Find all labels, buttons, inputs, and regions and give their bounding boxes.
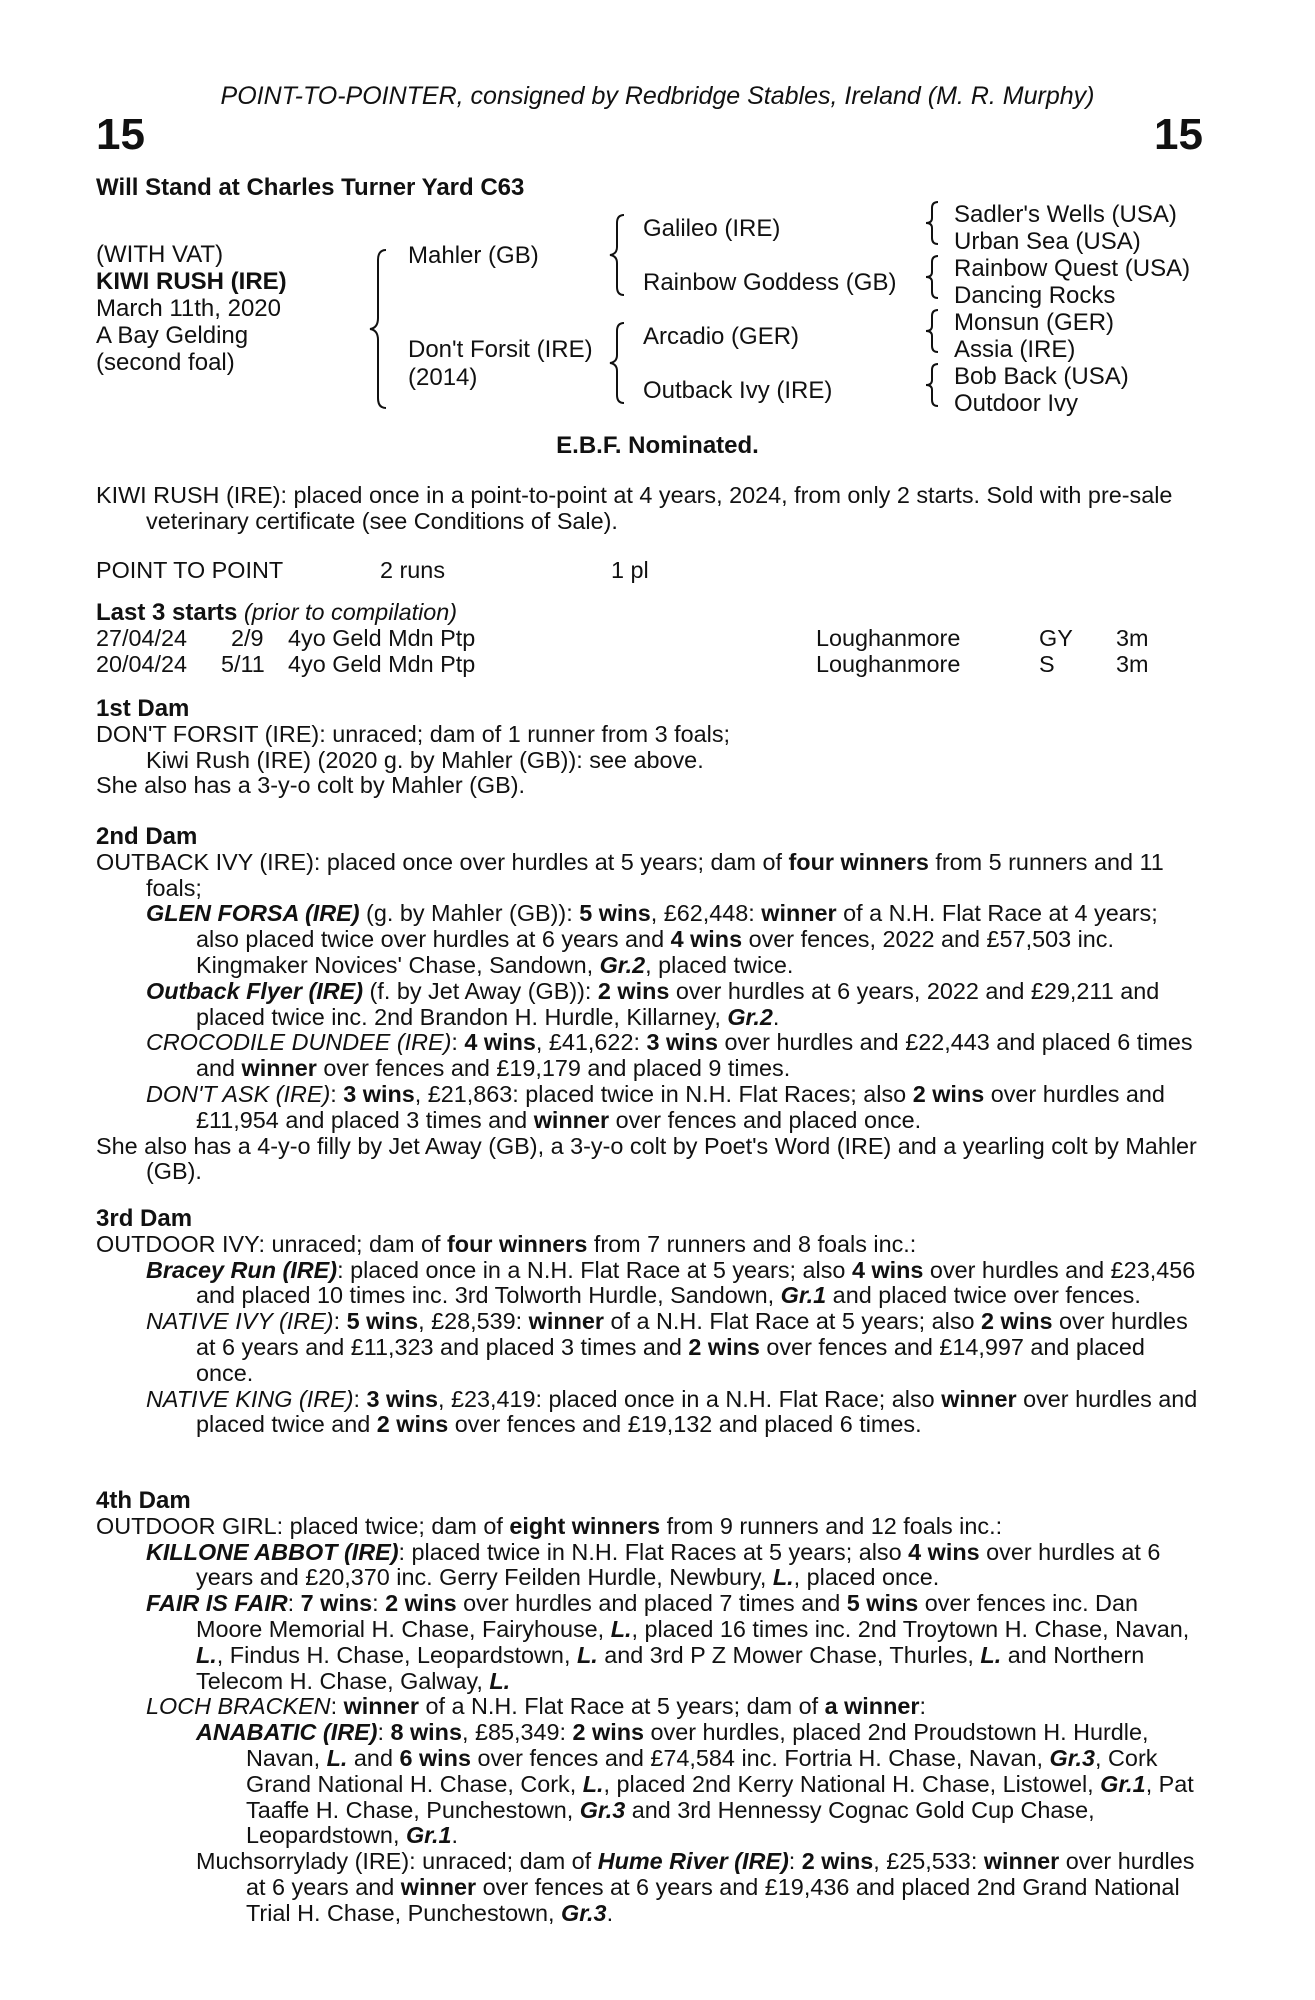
horse-dob: March 11th, 2020 — [96, 295, 282, 322]
pedigree-dam-year: (2014) — [408, 364, 478, 391]
pedigree-sds: Rainbow Quest (USA) — [954, 255, 1191, 282]
fourth-dam-title: 4th Dam — [96, 1487, 191, 1514]
produce-name: ANABATIC (IRE) — [196, 1719, 378, 1746]
pedigree-ssd: Urban Sea (USA) — [954, 228, 1141, 255]
list-item: NATIVE KING (IRE): 3 wins, £23,419: placed once in a N.H. Flat Race; also winner over hurdles and placed twice and 2 wins over fences and £19,132 and placed 6 times. — [146, 1385, 1198, 1438]
first-dam-title: 1st Dam — [96, 695, 190, 722]
fourth-dam-intro: OUTDOOR GIRL: placed twice; dam of eight winners from 9 runners and 12 foals inc.: — [96, 1512, 1003, 1539]
first-dam-section — [96, 696, 1202, 799]
first-dam-also: She also has a 3-y-o colt by Mahler (GB). — [96, 772, 526, 799]
start-date: 27/04/24 — [96, 625, 188, 651]
first-dam-intro: DON'T FORSIT (IRE): unraced; dam of 1 runner from 3 foals; — [96, 720, 731, 747]
third-dam-title: 3rd Dam — [96, 1205, 193, 1232]
pedigree-dss: Monsun (GER) — [954, 309, 1115, 336]
start-position: 5/11 — [221, 651, 265, 677]
third-dam-section — [96, 1206, 1202, 1438]
stand-location: Will Stand at Charles Turner Yard C63 — [96, 174, 525, 201]
start-date: 20/04/24 — [96, 651, 188, 677]
table-row — [96, 626, 1202, 652]
lot-number-left: 15 — [96, 110, 145, 159]
list-item: FAIR IS FAIR: 7 wins: 2 wins over hurdles and placed 7 times and 5 wins over fences inc. Dan Moore Memorial H. Chase, Fairyhouse, L., placed 16 times inc. 2nd Troytown H. Chase, Navan, L., Findus H. Chase, Leopardstown, L. and 3rd P Z Mower Chase, Thurles, L. and Northern Telecom H. Chase, Galway, L. — [146, 1590, 1190, 1694]
record-runs: 2 runs — [380, 557, 446, 583]
pedigree-brace-sd — [924, 254, 942, 300]
start-distance: 3m — [1116, 651, 1149, 677]
list-item: LOCH BRACKEN: winner of a N.H. Flat Race at 5 years; dam of a winner: — [146, 1693, 926, 1720]
pedigree-sire-dam: Rainbow Goddess (GB) — [643, 269, 897, 296]
start-going: S — [1039, 651, 1055, 677]
produce-name: Hume River (IRE) — [597, 1848, 789, 1875]
summary-section — [96, 483, 1202, 535]
pedigree-brace-ss — [924, 200, 942, 246]
pedigree-dds: Bob Back (USA) — [954, 363, 1129, 390]
start-position: 2/9 — [231, 625, 264, 651]
horse-name: KIWI RUSH (IRE) — [96, 268, 287, 295]
horse-details — [96, 241, 287, 376]
start-distance: 3m — [1116, 625, 1149, 651]
produce-name: DON'T ASK (IRE) — [146, 1080, 331, 1107]
record-placed: 1 pl — [611, 557, 649, 583]
list-item: NATIVE IVY (IRE): 5 wins, £28,539: winner of a N.H. Flat Race at 5 years; also 2 wins over hurdles at 6 years and £11,323 and placed 3 times and 2 wins over fences and £14,997 and placed once. — [146, 1308, 1188, 1386]
list-item: Outback Flyer (IRE) (f. by Jet Away (GB)): 2 wins over hurdles at 6 years, 2022 and £29,211 and placed twice inc. 2nd Brandon H. Hurdle, Killarney, Gr.2. — [146, 977, 1160, 1030]
pedigree-sss: Sadler's Wells (USA) — [954, 201, 1177, 228]
second-dam-intro: OUTBACK IVY (IRE): placed once over hurdles at 5 years; dam of four winners from 5 runners and 11 foals; — [96, 848, 1164, 901]
summary-text: KIWI RUSH (IRE): placed once in a point-to-point at 4 years, 2024, from only 2 starts. Sold with pre-sale veterinary certificate (see Conditions of Sale). — [96, 482, 1173, 534]
first-dam-produce: Kiwi Rush (IRE) (2020 g. by Mahler (GB)): see above. — [146, 746, 704, 773]
pedigree-sire: Mahler (GB) — [408, 242, 539, 269]
second-dam-also: She also has a 4-y-o filly by Jet Away (GB), a 3-y-o colt by Poet's Word (IRE) and a yearling colt by Mahler (GB). — [96, 1132, 1197, 1185]
produce-name: FAIR IS FAIR — [146, 1590, 288, 1617]
table-row — [96, 652, 1202, 678]
ebf-nominated: E.B.F. Nominated. — [556, 432, 759, 459]
pedigree-brace-main — [368, 248, 392, 410]
pedigree-dam: Don't Forsit (IRE) — [408, 336, 593, 363]
pedigree-brace-dd — [924, 362, 942, 408]
pedigree-dam-dam: Outback Ivy (IRE) — [643, 377, 833, 404]
lot-heading: POINT-TO-POINTER, consigned by Redbridge Stables, Ireland (M. R. Murphy) — [220, 82, 1095, 110]
record-label: POINT TO POINT — [96, 557, 284, 583]
second-dam-title: 2nd Dam — [96, 823, 198, 850]
produce-name: NATIVE IVY (IRE) — [146, 1308, 334, 1335]
start-race: 4yo Geld Mdn Ptp — [288, 625, 476, 651]
pedigree-brace-ds — [924, 308, 942, 354]
list-item: CROCODILE DUNDEE (IRE): 4 wins, £41,622: 3 wins over hurdles and £22,443 and placed 6 times and winner over fences and £19,179 and placed 9 times. — [146, 1029, 1193, 1082]
start-course: Loughanmore — [816, 651, 961, 677]
fourth-dam-section — [96, 1488, 1202, 1927]
pedigree-sdd: Dancing Rocks — [954, 282, 1116, 309]
list-item: KILLONE ABBOT (IRE): placed twice in N.H. Flat Races at 5 years; also 4 wins over hurdles at 6 years and £20,370 inc. Gerry Feilden Hurdle, Newbury, L., placed once. — [146, 1538, 1161, 1591]
list-item: ANABATIC (IRE): 8 wins, £85,349: 2 wins over hurdles, placed 2nd Proudstown H. Hurdle, Navan, L. and 6 wins over fences and £74,584 inc. Fortria H. Chase, Navan, Gr.3, Cork Grand National H. Chase, Cork, L., placed 2nd Kerry National H. Chase, Listowel, Gr.1, Pat Taaffe H. Chase, Punchestown, Gr.3 and 3rd Hennessy Cognac Gold Cup Chase, Leopardstown, Gr.1. — [196, 1719, 1194, 1849]
foal-note: (second foal) — [96, 349, 235, 376]
pedigree-sire-sire: Galileo (IRE) — [643, 215, 781, 242]
produce-name: NATIVE KING (IRE) — [146, 1385, 354, 1412]
start-course: Loughanmore — [816, 625, 961, 651]
vat-note: (WITH VAT) — [96, 241, 224, 268]
last-starts-note: (prior to compilation) — [243, 599, 458, 625]
lot-number-right: 15 — [1154, 110, 1203, 159]
list-item: DON'T ASK (IRE): 3 wins, £21,863: placed twice in N.H. Flat Races; also 2 wins over hurdles and £11,954 and placed 3 times and winner over fences and placed once. — [146, 1080, 1165, 1133]
third-dam-intro: OUTDOOR IVY: unraced; dam of four winners from 7 runners and 8 foals inc.: — [96, 1230, 917, 1257]
horse-description: A Bay Gelding — [96, 322, 249, 349]
list-item: GLEN FORSA (IRE) (g. by Mahler (GB)): 5 wins, £62,448: winner of a N.H. Flat Race at 4 years; also placed twice over hurdles at 6 years and 4 wins over fences, 2022 and £57,503 inc. Kingmaker Novices' Chase, Sandown, Gr.2, placed twice. — [146, 900, 1158, 978]
start-going: GY — [1039, 625, 1073, 651]
second-dam-section — [96, 824, 1202, 1185]
start-race: 4yo Geld Mdn Ptp — [288, 651, 476, 677]
list-item: Bracey Run (IRE): placed once in a N.H. Flat Race at 5 years; also 4 wins over hurdles and £23,456 and placed 10 times inc. 3rd Tolworth Hurdle, Sandown, Gr.1 and placed twice over fences. — [146, 1256, 1196, 1309]
pedigree-brace-sire — [608, 213, 628, 297]
produce-name: Outback Flyer (IRE) — [146, 977, 364, 1004]
list-item: Muchsorrylady (IRE): unraced; dam of Hume River (IRE): 2 wins, £25,533: winner over hurdles at 6 years and winner over fences at 6 years and £19,436 and placed 2nd Grand National Trial H. Chase, Punchestown, Gr.3. — [196, 1848, 1195, 1926]
produce-name: Bracey Run (IRE) — [146, 1256, 338, 1283]
pedigree-dsd: Assia (IRE) — [954, 336, 1076, 363]
pedigree-ddd: Outdoor Ivy — [954, 390, 1079, 417]
produce-name: GLEN FORSA (IRE) — [146, 900, 360, 927]
pedigree-dam-sire: Arcadio (GER) — [643, 323, 800, 350]
produce-name: KILLONE ABBOT (IRE) — [146, 1538, 399, 1565]
produce-name: CROCODILE DUNDEE (IRE) — [146, 1029, 452, 1056]
last-starts-title: Last 3 starts — [96, 599, 238, 626]
pedigree-brace-dam — [608, 321, 628, 405]
race-record — [96, 558, 1202, 584]
last-starts-section — [96, 600, 1202, 678]
produce-name: LOCH BRACKEN — [146, 1693, 331, 1720]
